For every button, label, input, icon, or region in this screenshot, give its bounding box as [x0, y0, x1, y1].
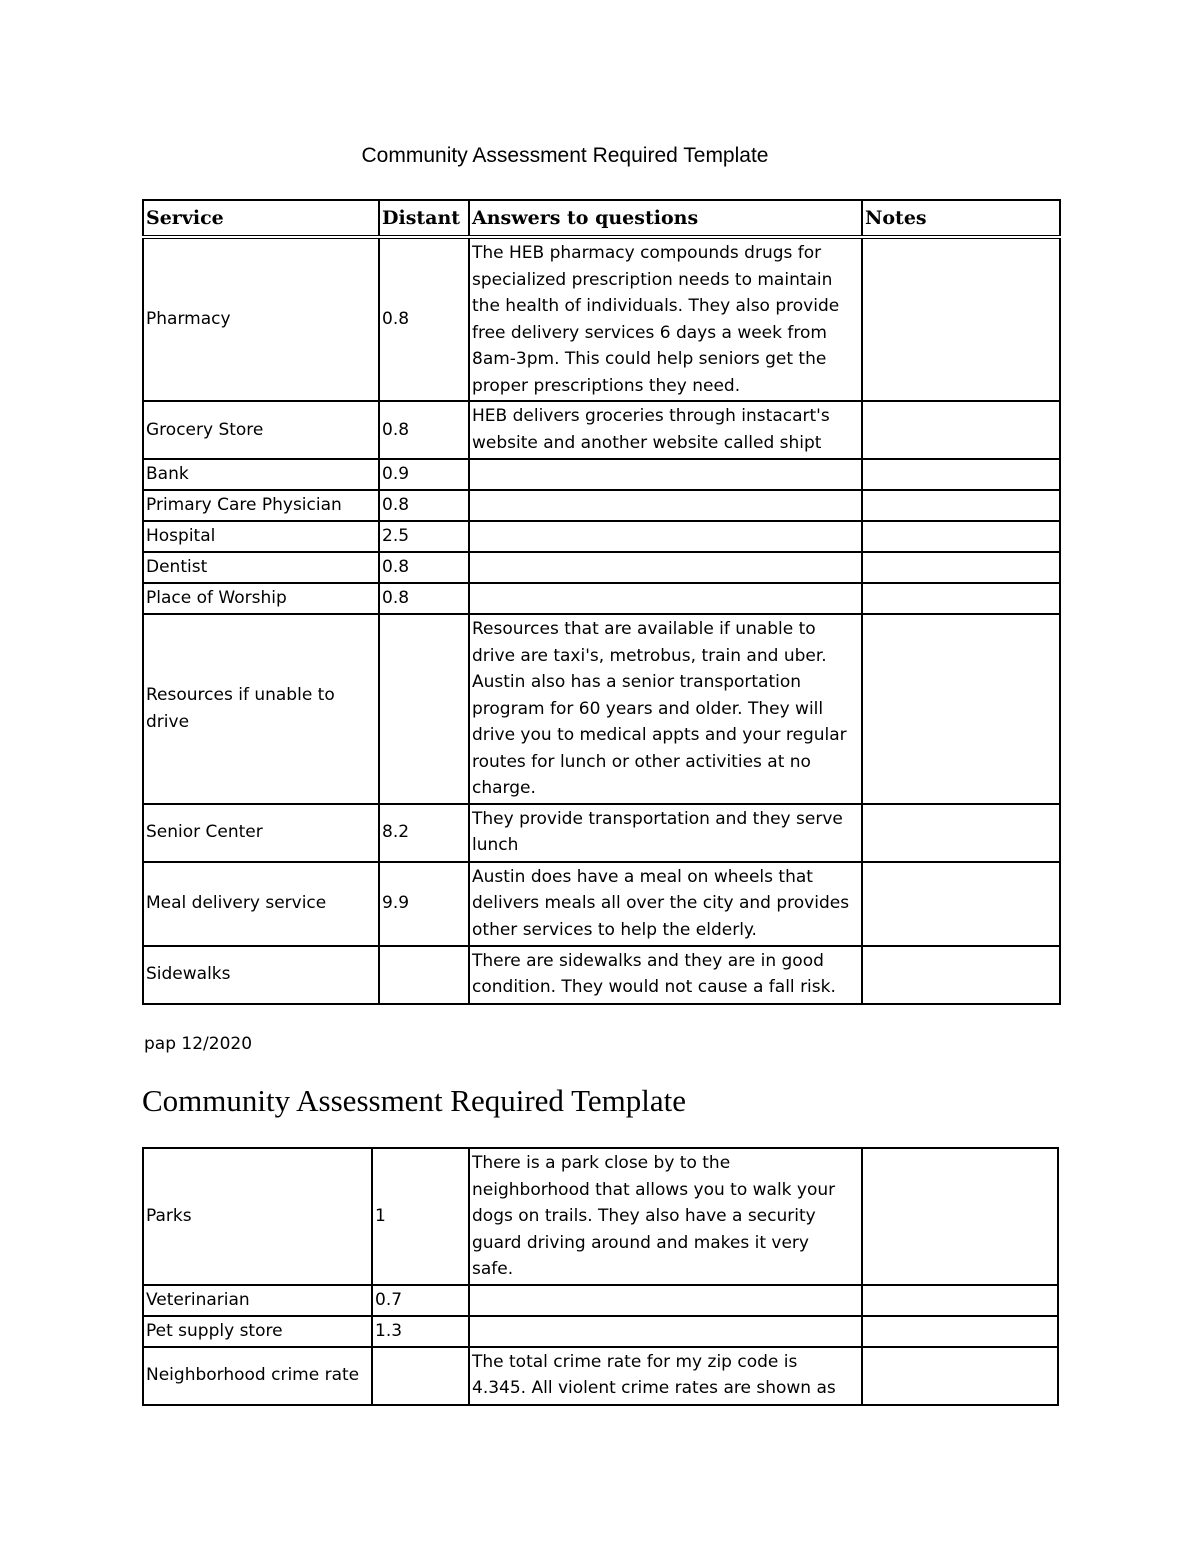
answer-cell: HEB delivers groceries through instacart's website and another website called shipt [469, 401, 862, 459]
table-row [143, 1148, 1058, 1285]
service-cell: Grocery Store [143, 401, 379, 459]
table-row [143, 946, 1060, 1004]
answer-cell [469, 490, 862, 521]
table-row [143, 804, 1060, 862]
table-row [143, 401, 1060, 459]
notes-cell [862, 1316, 1058, 1347]
answer-cell: The total crime rate for my zip code is 4.345. All violent crime rates are shown as [469, 1347, 862, 1405]
notes-cell [862, 862, 1060, 946]
table-row [143, 614, 1060, 804]
footer-note: pap 12/2020 [144, 1034, 253, 1054]
service-cell: Neighborhood crime rate [143, 1347, 372, 1405]
service-cell: Veterinarian [143, 1285, 372, 1316]
distance-cell: 0.8 [379, 583, 469, 614]
notes-cell [862, 614, 1060, 804]
distance-cell: 1 [372, 1148, 469, 1285]
distance-cell: 0.9 [379, 459, 469, 490]
service-cell: Meal delivery service [143, 862, 379, 946]
table-row [143, 862, 1060, 946]
service-cell: Senior Center [143, 804, 379, 862]
service-cell: Dentist [143, 552, 379, 583]
header-notes: Notes [862, 200, 1060, 237]
distance-cell: 0.8 [379, 401, 469, 459]
distance-cell: 9.9 [379, 862, 469, 946]
distance-cell [372, 1347, 469, 1405]
distance-cell: 0.8 [379, 552, 469, 583]
service-cell: Hospital [143, 521, 379, 552]
table-row [143, 237, 1060, 401]
answer-cell [469, 1316, 862, 1347]
answer-cell: There is a park close by to the neighborhood that allows you to walk your dogs on trails. They also have a security guard driving around and makes it very safe. [469, 1148, 862, 1285]
table-row [143, 521, 1060, 552]
distance-cell: 1.3 [372, 1316, 469, 1347]
service-cell: Parks [143, 1148, 372, 1285]
service-cell: Place of Worship [143, 583, 379, 614]
header-distant: Distant [379, 200, 469, 237]
notes-cell [862, 401, 1060, 459]
header-service: Service [143, 200, 379, 237]
table-row [143, 1285, 1058, 1316]
table-row [143, 552, 1060, 583]
notes-cell [862, 1285, 1058, 1316]
table-row [143, 1347, 1058, 1405]
answer-cell [469, 459, 862, 490]
service-cell: Resources if unable to drive [143, 614, 379, 804]
service-cell: Pharmacy [143, 237, 379, 401]
table-row [143, 459, 1060, 490]
answer-cell [469, 1285, 862, 1316]
answer-cell: Austin does have a meal on wheels that delivers meals all over the city and provides other services to help the elderly. [469, 862, 862, 946]
distance-cell: 0.7 [372, 1285, 469, 1316]
table-row [143, 1316, 1058, 1347]
answer-cell: The HEB pharmacy compounds drugs for specialized prescription needs to maintain the health of individuals. They also provide free delivery services 6 days a week from 8am-3pm. This could help seniors get the proper prescriptions they need. [469, 237, 862, 401]
distance-cell: 8.2 [379, 804, 469, 862]
distance-cell: 0.8 [379, 237, 469, 401]
assessment-table [142, 199, 1061, 1005]
answer-cell: They provide transportation and they serve lunch [469, 804, 862, 862]
table-row [143, 490, 1060, 521]
answer-cell: Resources that are available if unable to drive are taxi's, metrobus, train and uber. Austin also has a senior transportation program for 60 years and older. They will drive you to medical appts and your regular routes for lunch or other activities at no charge. [469, 614, 862, 804]
service-cell: Pet supply store [143, 1316, 372, 1347]
service-cell: Bank [143, 459, 379, 490]
distance-cell: 0.8 [379, 490, 469, 521]
notes-cell [862, 1148, 1058, 1285]
notes-cell [862, 490, 1060, 521]
header-answers: Answers to questions [469, 200, 862, 237]
section-title: Community Assessment Required Template [142, 1083, 687, 1118]
answer-cell [469, 552, 862, 583]
notes-cell [862, 459, 1060, 490]
assessment-table-continued [142, 1147, 1059, 1406]
answer-cell [469, 521, 862, 552]
notes-cell [862, 804, 1060, 862]
notes-cell [862, 552, 1060, 583]
notes-cell [862, 1347, 1058, 1405]
service-cell: Primary Care Physician [143, 490, 379, 521]
answer-cell: There are sidewalks and they are in good condition. They would not cause a fall risk. [469, 946, 862, 1004]
notes-cell [862, 237, 1060, 401]
answer-cell [469, 583, 862, 614]
distance-cell [379, 614, 469, 804]
distance-cell: 2.5 [379, 521, 469, 552]
distance-cell [379, 946, 469, 1004]
notes-cell [862, 583, 1060, 614]
service-cell: Sidewalks [143, 946, 379, 1004]
notes-cell [862, 521, 1060, 552]
page-title: Community Assessment Required Template [361, 144, 769, 167]
table-header-row [143, 200, 1060, 237]
table-row [143, 583, 1060, 614]
notes-cell [862, 946, 1060, 1004]
